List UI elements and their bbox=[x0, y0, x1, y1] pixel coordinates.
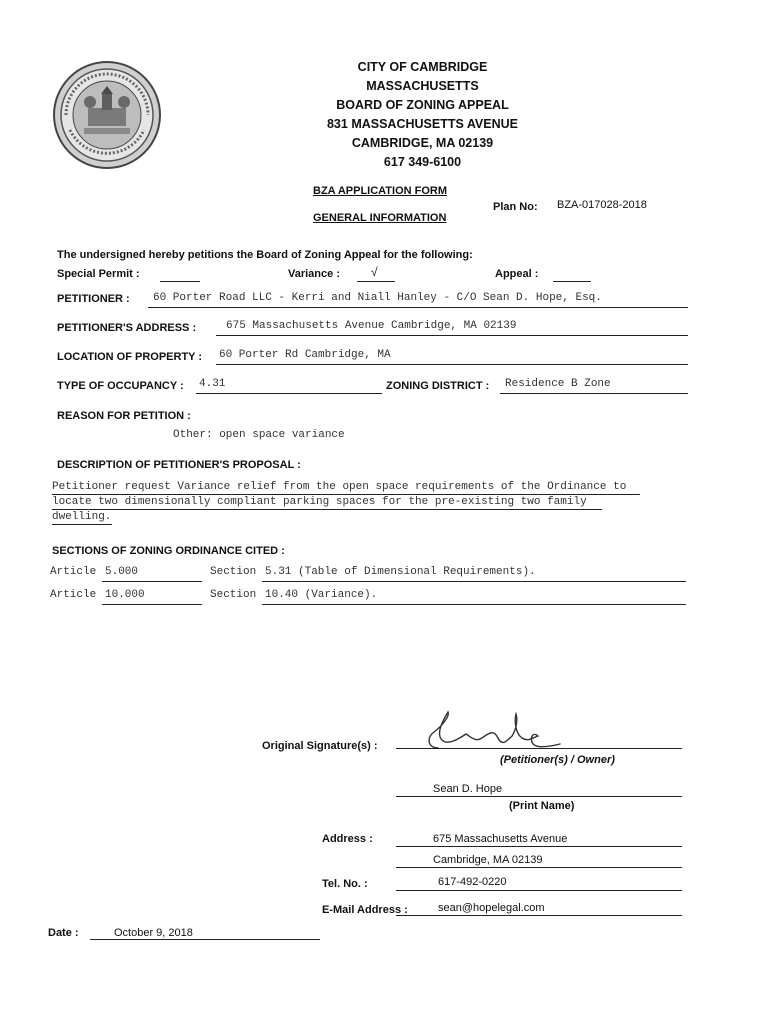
article-value: 10.000 bbox=[105, 589, 145, 601]
header-city: CITY OF CAMBRIDGE bbox=[357, 60, 488, 74]
header-state: MASSACHUSETTS bbox=[366, 79, 479, 93]
section-line bbox=[262, 604, 686, 605]
location-line bbox=[216, 364, 688, 365]
header-city-zip: CAMBRIDGE, MA 02139 bbox=[351, 136, 494, 150]
location-value: 60 Porter Rd Cambridge, MA bbox=[219, 349, 391, 361]
article-label: Article bbox=[50, 566, 97, 578]
petitioner-value: 60 Porter Road LLC - Kerri and Niall Hanley - C/O Sean D. Hope, Esq. bbox=[153, 292, 602, 304]
section-value: 5.31 (Table of Dimensional Requirements). bbox=[265, 566, 536, 578]
address-label: Address : bbox=[322, 833, 373, 845]
special-permit-field bbox=[160, 281, 200, 282]
petitioner-line bbox=[148, 307, 688, 308]
description-line-3: dwelling. bbox=[52, 511, 112, 523]
appeal-field bbox=[553, 281, 591, 282]
header-phone: 617 349-6100 bbox=[383, 155, 462, 169]
section-value: 10.40 (Variance). bbox=[265, 589, 378, 601]
section-label: Section bbox=[210, 589, 257, 601]
article-label: Article bbox=[50, 589, 97, 601]
description-underline-1 bbox=[52, 494, 640, 495]
tel-value: 617-492-0220 bbox=[438, 876, 507, 888]
location-label: LOCATION OF PROPERTY : bbox=[57, 351, 203, 363]
article-line bbox=[102, 581, 202, 582]
signature-line bbox=[396, 748, 682, 749]
form-subtitle: GENERAL INFORMATION bbox=[313, 212, 447, 224]
address-line-2: Cambridge, MA 02139 bbox=[433, 854, 543, 866]
petitioner-address-label: PETITIONER'S ADDRESS : bbox=[57, 322, 197, 334]
petitioner-address-value: 675 Massachusetts Avenue Cambridge, MA 02139 bbox=[226, 320, 517, 332]
plan-label: Plan No: bbox=[493, 201, 538, 213]
section-line bbox=[262, 581, 686, 582]
petitioner-address-line bbox=[216, 335, 688, 336]
intro-text: The undersigned hereby petitions the Board of Zoning Appeal for the following: bbox=[57, 249, 473, 261]
print-name-value: Sean D. Hope bbox=[433, 783, 503, 795]
print-name-line bbox=[396, 796, 682, 797]
article-value: 5.000 bbox=[105, 566, 139, 578]
header-board: BOARD OF ZONING APPEAL bbox=[336, 98, 509, 112]
description-underline-2 bbox=[52, 509, 602, 510]
description-line-1: Petitioner request Variance relief from the open space requirements of the Ordinance to bbox=[52, 481, 627, 493]
tel-label: Tel. No. : bbox=[322, 878, 368, 890]
date-label: Date : bbox=[48, 927, 79, 939]
reason-label: REASON FOR PETITION : bbox=[57, 410, 191, 422]
email-line bbox=[396, 915, 682, 916]
description-underline-3 bbox=[52, 524, 112, 525]
special-permit-label: Special Permit : bbox=[57, 268, 140, 280]
address-line-1: 675 Massachusetts Avenue bbox=[433, 833, 568, 845]
appeal-label: Appeal : bbox=[495, 268, 539, 280]
city-seal-icon bbox=[52, 60, 162, 170]
occupancy-label: TYPE OF OCCUPANCY : bbox=[57, 380, 184, 392]
variance-check: √ bbox=[371, 265, 378, 279]
description-line-2: locate two dimensionally compliant parking spaces for the pre-existing two family bbox=[52, 496, 587, 508]
tel-line bbox=[396, 890, 682, 891]
address-line-1-rule bbox=[396, 846, 682, 847]
reason-value: Other: open space variance bbox=[173, 429, 345, 441]
variance-field bbox=[357, 281, 395, 282]
zoning-district-line bbox=[500, 393, 688, 394]
section-label: Section bbox=[210, 566, 257, 578]
email-value: sean@hopelegal.com bbox=[438, 902, 545, 914]
occupancy-value: 4.31 bbox=[199, 378, 226, 390]
signature-caption: (Petitioner(s) / Owner) bbox=[500, 754, 615, 766]
sections-label: SECTIONS OF ZONING ORDINANCE CITED : bbox=[52, 545, 285, 557]
occupancy-line bbox=[196, 393, 382, 394]
print-name-caption: (Print Name) bbox=[509, 800, 575, 812]
article-line bbox=[102, 604, 202, 605]
header-street: 831 MASSACHUSETTS AVENUE bbox=[326, 117, 518, 131]
zoning-district-value: Residence B Zone bbox=[505, 378, 611, 390]
email-label: E-Mail Address : bbox=[322, 904, 408, 916]
signature-label: Original Signature(s) : bbox=[262, 740, 378, 752]
form-title: BZA APPLICATION FORM bbox=[313, 185, 448, 197]
description-label: DESCRIPTION OF PETITIONER'S PROPOSAL : bbox=[57, 459, 301, 471]
date-line bbox=[90, 939, 320, 940]
address-line-2-rule bbox=[396, 867, 682, 868]
zoning-district-label: ZONING DISTRICT : bbox=[386, 380, 490, 392]
plan-number: BZA-017028-2018 bbox=[557, 199, 647, 211]
petitioner-label: PETITIONER : bbox=[57, 293, 130, 305]
variance-label: Variance : bbox=[288, 268, 340, 280]
date-value: October 9, 2018 bbox=[114, 927, 193, 939]
